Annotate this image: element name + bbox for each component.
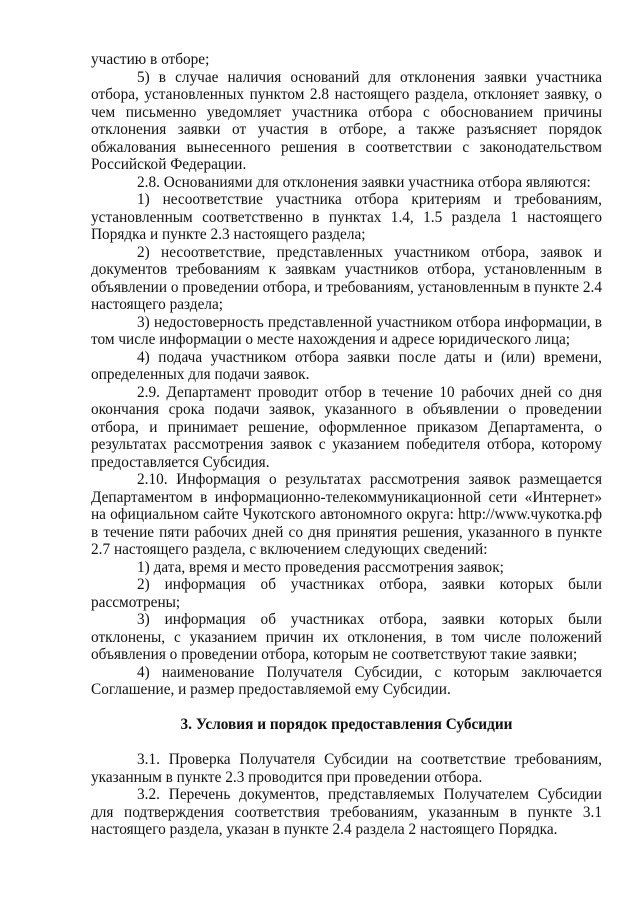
paragraph: 3) недостоверность представленной участником отбора информации, в том числе информации о месте нахождения и адресе юридического лица; [91, 313, 602, 348]
paragraph: 1) дата, время и место проведения рассмотрения заявок; [137, 558, 504, 576]
paragraph: 2.9. Департамент проводит отбор в течение 10 рабочих дней со дня окончания срока подачи заявок, указанного в объявлении о проведении отбора, и принимает решение, оформленное приказом Департамента, о результатах рассмотрения заявок с указанием победителя отбора, которому предоставляется Субсидия. [91, 383, 602, 471]
document-page [91, 51, 602, 839]
paragraph: 4) наименование Получателя Субсидии, с которым заключается Соглашение, и размер предоставляемой ему Субсидии. [91, 663, 602, 698]
paragraphs-bottom [91, 751, 602, 839]
paragraph: 1) несоответствие участника отбора критериям и требованиям, установленным соответственно в пунктах 1.4, 1.5 раздела 1 настоящего Порядка и пункте 2.3 настоящего раздела; [91, 191, 602, 243]
paragraph: 2) несоответствие, представленных участником отбора, заявок и документов требованиям к заявкам участников отбора, установленным в объявлении о проведении отбора, и требованиям, установленным в пункте 2.4 настоящего раздела; [91, 243, 602, 313]
paragraph: 5) в случае наличия оснований для отклонения заявки участника отбора, установленных пунктом 2.8 настоящего раздела, отклоняет заявку, о чем письменно уведомляет участника отбора с обоснованием причины отклонения заявки от участия в отборе, а также разъясняет порядок обжалования вынесенного решения в соответствии с законодательством Российской Федерации. [91, 68, 602, 173]
paragraph: 4) подача участником отбора заявки после даты и (или) времени, определенных для подачи заявок. [91, 348, 602, 383]
paragraphs-top [91, 51, 602, 699]
paragraph: 2.10. Информация о результатах рассмотрения заявок размещается Департаментом в информационно-телекоммуникационной сети «Интернет» на официальном сайте Чукотского автономного округа: http://www.чукотка.рф в течение пяти рабочих дней со дня принятия решения, указанного в пункте 2.7 настоящего раздела, с включением следующих сведений: [91, 471, 602, 558]
paragraph: участию в отборе; [91, 51, 210, 68]
section-heading: 3. Условия и порядок предоставления Субсидии [180, 715, 513, 733]
paragraph: 3.2. Перечень документов, представляемых Получателем Субсидии для подтверждения соответствия требованиям, указанным в пункте 3.1 настоящего раздела, указан в пункте 2.4 раздела 2 настоящего Порядка. [91, 786, 602, 838]
paragraph: 2.8. Основаниями для отклонения заявки участника отбора являются: [137, 173, 591, 191]
paragraph: 2) информация об участниках отбора, заявки которых были рассмотрены; [91, 576, 602, 611]
paragraph: 3) информация об участниках отбора, заявки которых были отклонены, с указанием причин их отклонения, в том числе положений объявления о проведении отбора, которым не соответствуют такие заявки; [91, 611, 602, 663]
paragraph: 3.1. Проверка Получателя Субсидии на соответствие требованиям, указанным в пункте 2.3 проводится при проведении отбора. [91, 751, 602, 786]
